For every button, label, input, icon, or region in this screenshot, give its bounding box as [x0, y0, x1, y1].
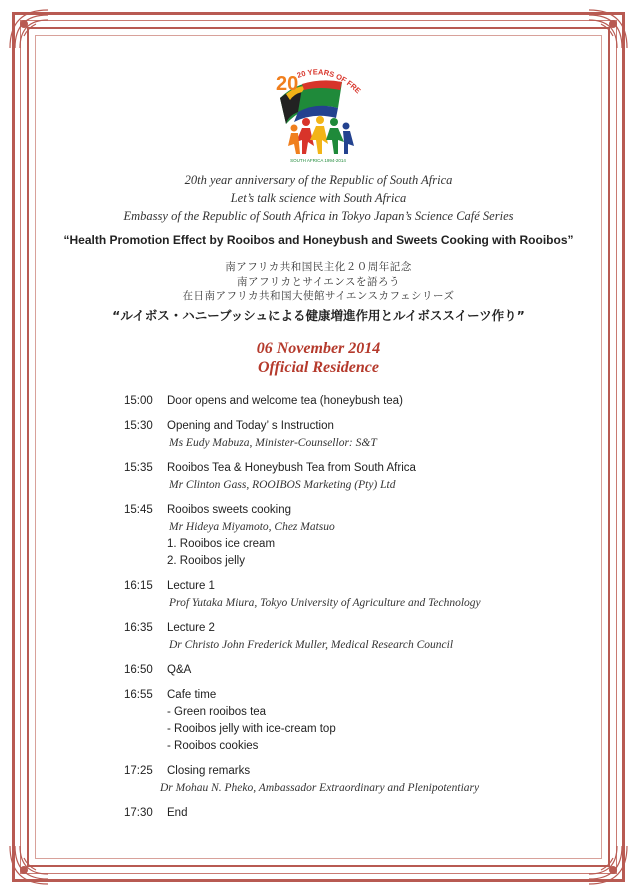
schedule-item [124, 418, 594, 452]
jp-anniversary-line: 南アフリカ共和国民主化２０周年記念 [225, 261, 412, 273]
logo-arc-text: 20 YEARS OF FRE [295, 68, 363, 96]
jp-embassy-series-line: 在日南アフリカ共和国大使館サイエンスカフェシリーズ [182, 290, 455, 302]
schedule-time: 15:30 [124, 420, 153, 432]
schedule-list-item: 1. Rooibos ice cream [167, 538, 276, 550]
schedule-title: Rooibos sweets cooking [167, 504, 292, 516]
twenty-years-of-freedom-logo [272, 68, 364, 164]
schedule-list-item: - Rooibos jelly with ice-cream top [167, 723, 336, 735]
schedule-list-item: 2. Rooibos jelly [167, 555, 245, 567]
schedule-time: 17:30 [124, 807, 153, 819]
heading-english [0, 171, 637, 225]
schedule-item [124, 393, 594, 410]
schedule-item [124, 502, 594, 570]
schedule-title: Opening and Today’ s Instruction [167, 420, 334, 432]
schedule-time: 17:25 [124, 765, 153, 777]
lets-talk-science-line: Let’s talk science with South Africa [230, 191, 407, 205]
schedule-speaker: Dr Christo John Frederick Muller, Medical Research Council [169, 639, 454, 651]
schedule-title: Lecture 1 [167, 580, 215, 592]
corner-ornament-icon [6, 842, 52, 888]
schedule-time: 15:00 [124, 395, 153, 407]
event-title-japanese: “ルイボス・ハニーブッシュによる健康増進作用とルイボススイーツ作り” [112, 308, 525, 323]
schedule-title: Lecture 2 [167, 622, 215, 634]
logo-bottom-text: SOUTH AFRICA 1994-2014 [290, 158, 346, 163]
schedule-speaker: Dr Mohau N. Pheko, Ambassador Extraordinary and Plenipotentiary [160, 782, 480, 794]
schedule-item [124, 687, 594, 755]
schedule-time: 16:15 [124, 580, 153, 592]
schedule-list [124, 393, 594, 822]
event-venue: Official Residence [257, 359, 379, 376]
event-title-english: “Health Promotion Effect by Rooibos and Honeybush and Sweets Cooking with Rooibos” [63, 233, 574, 247]
schedule-time: 15:45 [124, 504, 153, 516]
schedule-time: 16:50 [124, 664, 153, 676]
schedule-title: Rooibos Tea & Honeybush Tea from South Africa [167, 462, 416, 474]
heading-japanese [0, 260, 637, 304]
schedule-item [124, 662, 594, 679]
corner-ornament-icon [585, 842, 631, 888]
schedule-list-item: - Rooibos cookies [167, 740, 259, 752]
schedule-speaker: Mr Hideya Miyamoto, Chez Matsuo [169, 521, 335, 533]
schedule-title: Cafe time [167, 689, 217, 701]
schedule-item [124, 805, 594, 822]
svg-text:20: 20 [276, 73, 299, 95]
corner-ornament-icon [585, 6, 631, 52]
schedule-title: Q&A [167, 664, 192, 676]
schedule-time: 16:35 [124, 622, 153, 634]
schedule-title: Door opens and welcome tea (honeybush tea) [167, 395, 403, 407]
schedule-list-item: - Green rooibos tea [167, 706, 267, 718]
schedule-speaker: Mr Clinton Gass, ROOIBOS Marketing (Pty) Ltd [169, 479, 396, 491]
schedule-title: End [167, 807, 188, 819]
anniversary-line: 20th year anniversary of the Republic of South Africa [184, 173, 453, 187]
schedule-item [124, 620, 594, 654]
corner-ornament-icon [6, 6, 52, 52]
schedule-time: 15:35 [124, 462, 153, 474]
schedule-item [124, 460, 594, 494]
schedule-item [124, 578, 594, 612]
schedule-item [124, 763, 594, 797]
schedule-title: Closing remarks [167, 765, 251, 777]
jp-lets-talk-line: 南アフリカとサイエンスを語ろう [236, 275, 400, 288]
event-date: 06 November 2014 [256, 340, 381, 357]
schedule-speaker: Prof Yutaka Miura, Tokyo University of Agriculture and Technology [169, 597, 481, 609]
schedule-speaker: Ms Eudy Mabuza, Minister-Counsellor: S&T [169, 437, 377, 449]
schedule-time: 16:55 [124, 689, 153, 701]
embassy-series-line: Embassy of the Republic of South Africa in Tokyo Japan’s Science Café Series [123, 209, 514, 223]
